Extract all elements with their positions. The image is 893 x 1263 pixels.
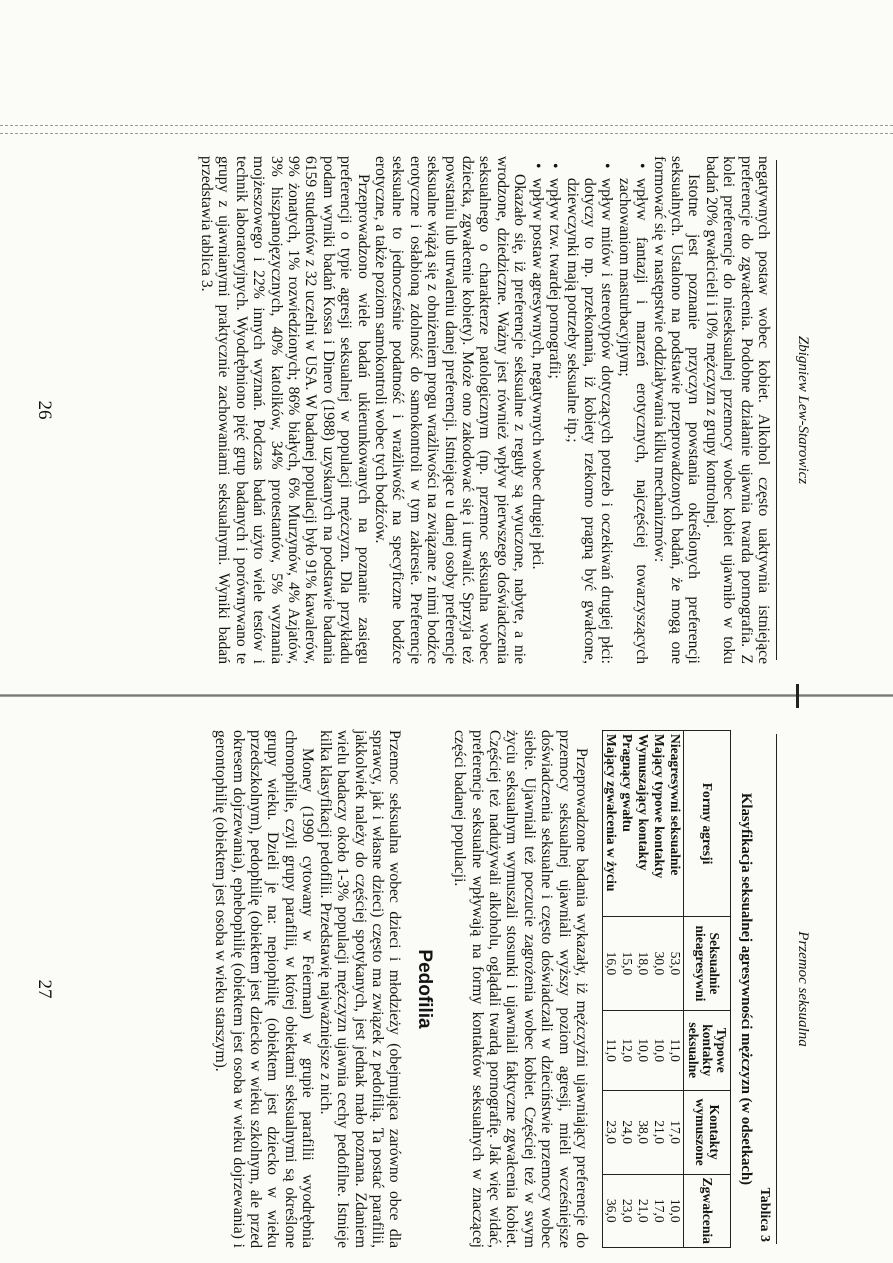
table-number: Tablica 3 xyxy=(757,1187,772,1242)
section-heading: Pedofilia xyxy=(413,949,435,1029)
header-rule xyxy=(776,160,777,660)
table-header-row xyxy=(684,731,731,1248)
table-cell: 21,0 xyxy=(635,1174,651,1247)
paragraph: Przeprowadzono wiele badań ukierunkowanych na poznanie zasięgu preferencji o typie agresji seksualnej w populacji mężczyzn. Dla przykładu podam wyniki badań Kossa i Dinero (1988) uzyskanych na podstawie badania 6159 studentów z 32 uczelni w USA. W badanej populacji było 91% kawalerów, 9% żonatych, 1% rozwiedzionych; 86% białych, 6% Murzynów, 4% Azjatów, 3% hiszpanojęzycznych, 40% katolików, 34% protestantów, 5% wyznania mojżeszowego i 22% innych wyznań. Podczas badań użyto wiele testów i technik laboratoryjnych. Wyodrębniono pięć grup badanych i porównywano te grupy z ujawnianymi praktycznie zachowaniami seksualnymi. Wyniki badań przedstawia tablica 3. xyxy=(198,156,372,664)
table-cell: 23,0 xyxy=(619,1174,635,1247)
row-label: Mający zgwałcenia w życiu xyxy=(603,731,620,917)
row-label: Nieagresywni seksualnie xyxy=(667,731,684,917)
page-26 xyxy=(31,150,821,670)
table-cell: 11,0 xyxy=(603,1010,620,1090)
table-cell: 10,0 xyxy=(635,1010,651,1090)
list-item: • wpływ tzw. twardej pornografii; xyxy=(546,178,563,664)
table-cell: 21,0 xyxy=(651,1090,667,1174)
row-label: Pragnący gwałtu xyxy=(619,731,635,917)
page-number: 27 xyxy=(34,979,55,999)
table-cell: 17,0 xyxy=(651,1174,667,1247)
page-body xyxy=(212,730,590,1248)
table-cell: 16,0 xyxy=(603,917,620,1011)
running-head: Przemoc seksualna xyxy=(795,931,811,1047)
aggression-table xyxy=(602,730,731,1248)
page-fold xyxy=(0,694,893,697)
table-row xyxy=(619,731,635,1248)
table-cell: 30,0 xyxy=(651,917,667,1011)
table-row xyxy=(603,731,620,1248)
list-item: • wpływ postaw agresywnych, negatywnych wobec drugiej płci. xyxy=(528,178,545,664)
table-cell: 18,0 xyxy=(635,917,651,1011)
table-cell: 36,0 xyxy=(603,1174,620,1247)
table-row xyxy=(667,731,684,1248)
column-header: Formy agresji xyxy=(684,731,731,917)
fold-mark xyxy=(796,684,799,708)
mechanism-list xyxy=(528,156,650,664)
table-cell: 17,0 xyxy=(667,1090,684,1174)
table-title: Klasyfikacja seksualnej agresywności mężczyzn (w odsetkach) xyxy=(738,792,754,1186)
table-cell: 11,0 xyxy=(667,1010,684,1090)
list-item: • wpływ mitów i stereotypów dotyczących potrzeb i oczekiwań drugiej płci: dotyczy to np. przekonania, iż kobiety rzekomo pragną być gwałcone, dziewczynki mają potrzeby seksualne itp.; xyxy=(563,178,615,664)
table-cell: 12,0 xyxy=(619,1010,635,1090)
running-head: Zbigniew Lew-Starowicz xyxy=(795,335,811,485)
table-row xyxy=(651,731,667,1248)
paragraph: negatywnych postaw wobec kobiet. Alkohol często uaktywnia istniejące preferencje do zgwałcenia. Podobne działanie ujawnia twarda pornografia. Z kolei preferencje do nieseksualnej przemocy wobec kobiet ujawniło w toku badań 20% gwałcicieli i 10% mężczyzn z grupy kontrolnej. xyxy=(702,156,772,664)
scan-line-top xyxy=(0,125,893,126)
table-cell: 15,0 xyxy=(619,917,635,1011)
list-item: • wpływ fantazji i marzeń erotycznych, najczęściej towarzyszących zachowaniom masturbacyjnym; xyxy=(615,178,650,664)
header-rule xyxy=(776,734,777,1244)
table-cell: 23,0 xyxy=(603,1090,620,1174)
table-cell: 10,0 xyxy=(651,1010,667,1090)
table-cell: 38,0 xyxy=(635,1090,651,1174)
row-label: Mający typowe kontakty xyxy=(651,731,667,917)
table-row xyxy=(635,731,651,1248)
page-27 xyxy=(31,724,821,1254)
row-label: Wymuszający kontakty xyxy=(635,731,651,917)
paragraph: Istotne jest poznanie przyczyn powstania określonych preferencji seksualnych. Ustalono na podstawie przeprowadzonych badań, że mogą one formować się w następstwie oddziaływania kilku mechanizmów: xyxy=(650,156,703,664)
page-body xyxy=(198,156,772,664)
column-header: Seksualnie nieagresywni xyxy=(684,917,731,1011)
page-number: 26 xyxy=(34,400,55,420)
table-cell: 53,0 xyxy=(667,917,684,1011)
paragraph: Okazało się, iż preferencje seksualne z reguły są wyuczone, nabyte, a nie wrodzone, dziedziczne. Ważny jest również wpływ pierwszego doświadczenia seksualnego o charakterze patologicznym (np. przemoc seksualna wobec dziecka, zgwałcenie kobiety). Może ono zakodować się i utrwalić. Sprzyja też powstaniu lub utrwaleniu danej preferencji. Istniejące u danej osoby preferencje seksualne wiążą się z obniżeniem progu wrażliwości na związane z nimi bodźce erotyczne i osłabioną zdolność do samokontroli w tym zakresie. Preferencje seksualne to jednocześnie podatność i wrażliwość na specyficzne bodźce erotyczne, a także poziom samokontroli wobec tych bodźców. xyxy=(372,156,529,664)
column-header: Kontakty wymuszone xyxy=(684,1090,731,1174)
paragraph: Przemoc seksualna wobec dzieci i młodzieży (obejmująca zarówno obce dla sprawcy, jak i własne dzieci) często ma związek z pedofilią. Ta postać parafilii, jakkolwiek należy do częściej spotykanych, jest jednak mało poznana. Zdaniem wielu badaczy około 1-3% populacji mężczyzn ujawnia cechy pedofilne. Istnieje kilka klasyfikacji pedofilii. Przedstawię najważniejsze z nich. xyxy=(316,730,404,1248)
table-cell: 24,0 xyxy=(619,1090,635,1174)
column-header: Typowe kontakty seksualne xyxy=(684,1010,731,1090)
paragraph: Money (1990 cytowany w Feierman) w grupie parafilii wyodrębnia chronophilie, czyli grupy parafilii, w której obiektami seksualnymi są określone grupy wieku. Dzieli je na: nepiophilię (obiektem jest dziecko w wieku przedszkolnym), pedophilię (obiektem jest dziecko w wieku szkolnym, ale przed okresem dojrzewania), ephebophilię (obiektem jest osoba w wieku dojrzewania) i gerontophilię (obiektem jest osoba w wieku starszym). xyxy=(212,730,317,1248)
paragraph: Przeprowadzone badania wykazały, iż mężczyźni ujawniający preferencje do przemocy seksualnej ujawniali wyższy poziom agresji, mieli wcześniejsze doświadczenia seksualne i często doświadczali w dzieciństwie przemocy wobec siebie. Ujawniali też poczucie zagrożenia wobec kobiet. Częściej też w swym życiu seksualnym wymuszali stosunki i ujawniali faktyczne zgwałcenia kobiet. Częściej też nadużywali alkoholu, oglądali twardą pornografię. Jak więc widać, preferencje seksualne wpływają na formy kontaktów seksualnych w znaczącej części badanej populacji. xyxy=(451,730,590,1248)
scan-line-top-2 xyxy=(0,133,893,134)
table-cell: 10,0 xyxy=(667,1174,684,1247)
column-header: Zgwałcenia xyxy=(684,1174,731,1247)
